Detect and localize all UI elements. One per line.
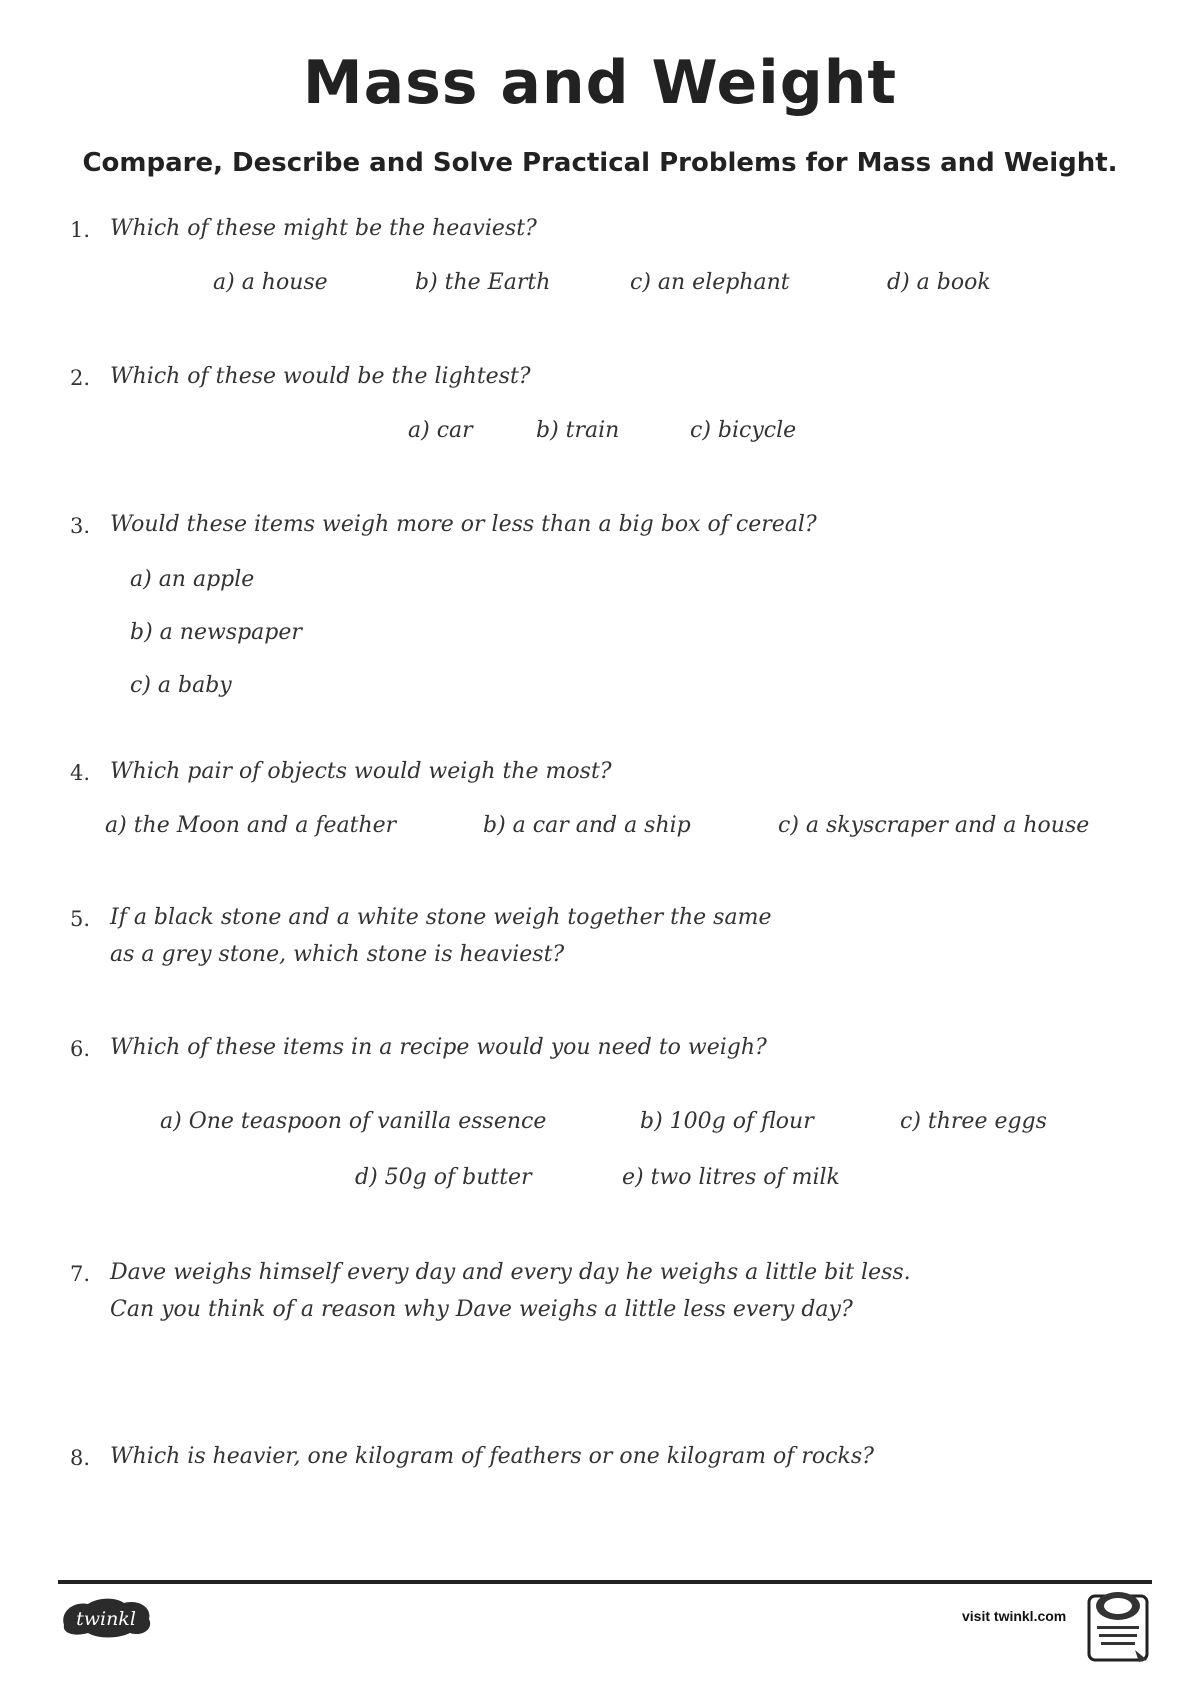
option-b: b) a newspaper xyxy=(130,620,302,645)
question-text: Which of these items in a recipe would you need to weigh? xyxy=(110,1035,767,1060)
option-c: c) an elephant xyxy=(630,270,790,295)
option-c: c) a baby xyxy=(130,673,232,698)
option-b: b) train xyxy=(536,418,620,443)
page-subtitle: Compare, Describe and Solve Practical Problems for Mass and Weight. xyxy=(82,148,1118,178)
option-a: a) a house xyxy=(213,270,328,295)
question-number: 3. xyxy=(70,514,91,538)
option-c: c) a skyscraper and a house xyxy=(778,813,1090,838)
question-text: If a black stone and a white stone weigh together the same xyxy=(110,905,772,930)
option-b: b) the Earth xyxy=(415,270,551,295)
question-text-line-2: Can you think of a reason why Dave weighs a little less every day? xyxy=(110,1297,853,1322)
option-a: a) the Moon and a feather xyxy=(105,813,397,838)
question-number: 6. xyxy=(70,1037,91,1061)
question-number: 2. xyxy=(70,366,91,390)
question-text: Which is heavier, one kilogram of feathers or one kilogram of rocks? xyxy=(110,1444,874,1469)
logo-text: twinkl xyxy=(76,1608,136,1630)
option-a: a) an apple xyxy=(130,567,255,592)
question-number: 8. xyxy=(70,1446,91,1470)
question-number: 5. xyxy=(70,907,91,931)
option-e: e) two litres of milk xyxy=(622,1165,840,1190)
option-c: c) bicycle xyxy=(690,418,797,443)
question-text: Which pair of objects would weigh the most? xyxy=(110,759,612,784)
twinkl-logo-icon xyxy=(58,1595,154,1639)
option-d: d) a book xyxy=(887,270,991,295)
question-number: 7. xyxy=(70,1262,91,1286)
footer-divider xyxy=(58,1580,1152,1584)
option-a: a) One teaspoon of vanilla essence xyxy=(160,1109,547,1134)
page-title: Mass and Weight xyxy=(302,48,898,118)
option-a: a) car xyxy=(408,418,473,443)
question-text: Would these items weigh more or less than a big box of cereal? xyxy=(110,512,817,537)
visit-link[interactable]: visit twinkl.com xyxy=(962,1608,1067,1624)
quality-standard-badge-icon xyxy=(1085,1586,1153,1666)
question-text: Dave weighs himself every day and every day he weighs a little bit less. xyxy=(110,1260,911,1285)
option-d: d) 50g of butter xyxy=(355,1165,532,1190)
option-c: c) three eggs xyxy=(900,1109,1047,1134)
question-number: 1. xyxy=(70,218,91,242)
question-text: Which of these would be the lightest? xyxy=(110,364,531,389)
option-b: b) a car and a ship xyxy=(483,813,691,838)
option-b: b) 100g of flour xyxy=(640,1109,814,1134)
question-text-line-2: as a grey stone, which stone is heaviest? xyxy=(110,942,565,967)
twinkl-logo[interactable] xyxy=(58,1595,154,1639)
question-number: 4. xyxy=(70,761,91,785)
question-text: Which of these might be the heaviest? xyxy=(110,216,537,241)
